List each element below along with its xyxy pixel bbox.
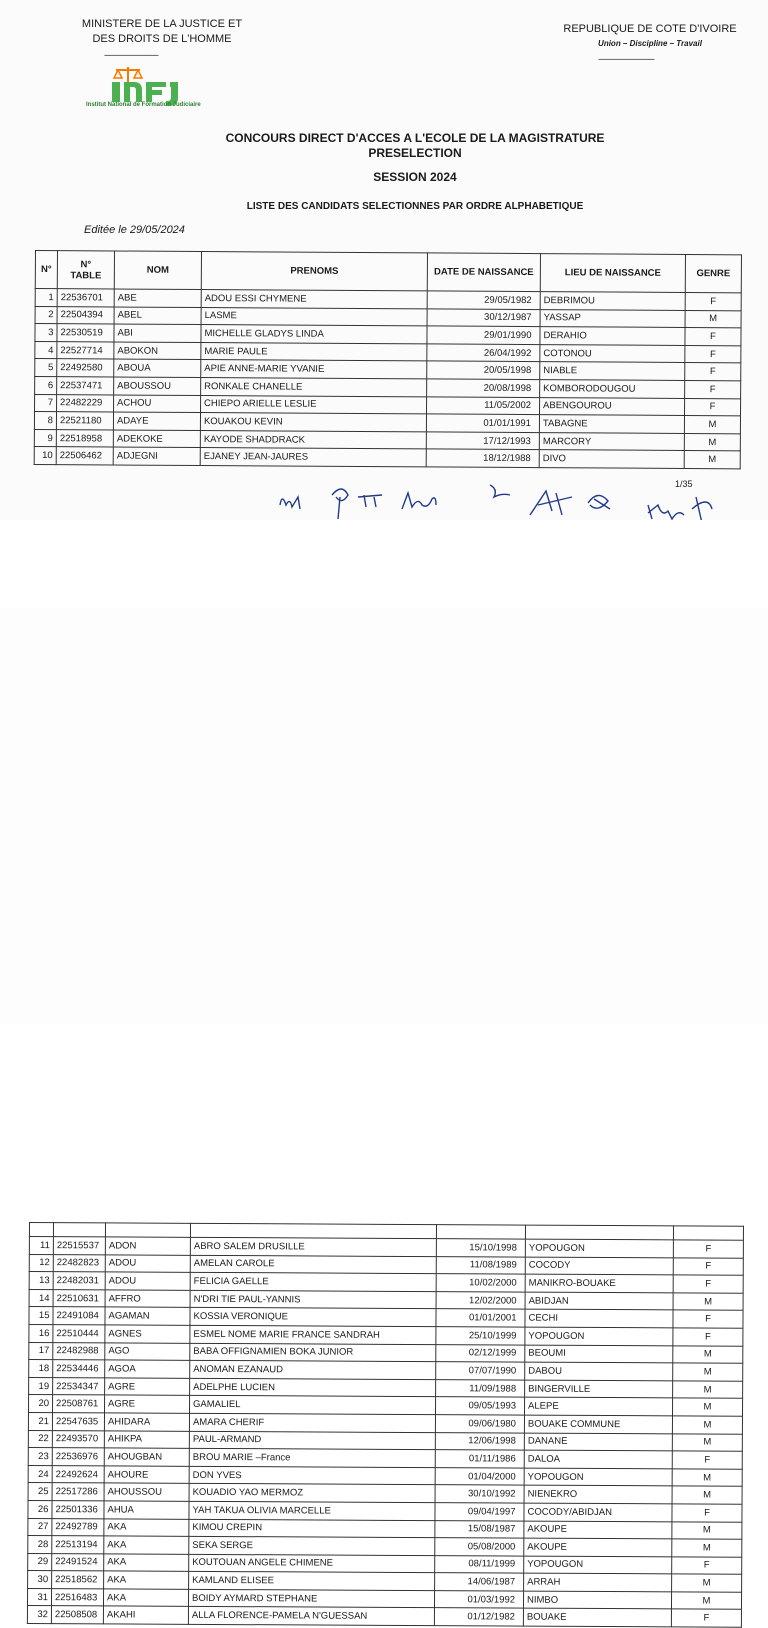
gender: M [672,1433,742,1451]
birth-date: 29/05/1982 [427,291,540,309]
session-title: SESSION 2024 [373,170,457,184]
row-number: 29 [28,1553,52,1571]
birth-date: 09/04/1997 [435,1503,524,1521]
logo-caption: Institut National de Formation Judiciaire [86,102,201,108]
table-number: 22491084 [53,1307,105,1325]
birth-date: 10/02/2000 [436,1274,525,1292]
last-name: ABOUSSOU [114,377,201,395]
birth-place: KOMBORODOUGOU [540,380,685,398]
last-name: ADJEGNI [113,447,200,465]
gender: M [673,1345,743,1363]
last-name: ACHOU [114,395,201,413]
first-names: KOUAKOU KEVIN [200,413,426,432]
last-name: AKA [103,1589,188,1607]
gender: F [672,1451,742,1469]
birth-place: NIABLE [540,362,685,380]
ministry-title [62,17,262,47]
gender: M [672,1574,742,1592]
row-number: 8 [34,412,56,430]
first-names: CHIEPO ARIELLE LESLIE [201,395,427,414]
gender: F [673,1310,743,1328]
last-name: AFFRO [105,1290,190,1308]
table-number: 22482988 [53,1342,105,1360]
republic-separator: ---------------------------- [598,54,654,64]
birth-place: BEOUMI [525,1345,673,1363]
row-number: 11 [29,1237,53,1255]
gender: M [672,1398,742,1416]
table-row [34,447,740,469]
gender: M [672,1416,742,1434]
ministry-separator: --------------------------- [104,50,158,60]
birth-date: 09/05/1993 [435,1397,524,1415]
birth-date: 11/09/1988 [436,1379,525,1397]
preselection-title: PRESELECTION [368,146,462,160]
last-name: AKA [104,1536,189,1554]
table-number: 22534446 [53,1360,105,1378]
last-name: AKA [104,1554,189,1572]
first-names: KOUTOUAN ANGELE CHIMENE [189,1554,435,1573]
last-name: AHIDARA [104,1413,189,1431]
last-name: AGRE [105,1378,190,1396]
first-names: BABA OFFIGNAMIEN BOKA JUNIOR [190,1343,436,1362]
first-names: KAYODE SHADDRACK [200,430,426,449]
birth-date: 12/06/1998 [435,1432,524,1450]
col-genre: GENRE [685,254,741,292]
row-number: 28 [28,1536,52,1554]
table-number: 22508761 [53,1395,105,1413]
birth-date: 30/10/1992 [435,1485,524,1503]
republic-title: REPUBLIQUE DE COTE D'IVOIRE [563,23,737,35]
last-name: AHOURE [104,1466,189,1484]
list-title: LISTE DES CANDIDATS SELECTIONNES PAR ORDRE ALPHABETIQUE [246,201,584,212]
last-name: ABI [114,324,201,342]
birth-date: 01/01/2001 [436,1309,525,1327]
ministry-line-2: DES DROITS DE L'HOMME [92,33,232,45]
table-number: 22518562 [52,1571,104,1589]
gender: F [672,1504,742,1522]
first-names: FELICIA GAELLE [190,1273,436,1292]
row-number: 24 [28,1465,52,1483]
first-names: LASME [201,307,427,326]
table-number: 22504394 [57,306,114,324]
candidates-table-page-1 [34,250,742,469]
first-names: PAUL-ARMAND [189,1431,435,1450]
first-names: YAH TAKUA OLIVIA MARCELLE [189,1501,435,1520]
first-names: ADELPHE LUCIEN [190,1378,436,1397]
table-number: 22513194 [52,1536,104,1554]
birth-place: MARCORY [539,432,684,450]
last-name: AHIKPA [104,1430,189,1448]
birth-date: 01/12/1982 [434,1608,523,1626]
row-number: 20 [29,1395,53,1413]
gender: F [685,345,741,363]
gender: M [684,433,740,451]
last-name: AKAHI [103,1606,188,1624]
birth-place: ARRAH [524,1573,672,1591]
birth-place: DANANE [524,1433,672,1451]
birth-date: 25/10/1999 [436,1327,525,1345]
col-table: N° TABLE [57,251,114,289]
row-number: 12 [29,1254,53,1272]
birth-place: DEBRIMOU [540,292,685,310]
edit-date: Editée le 29/05/2024 [84,224,185,236]
last-name: ADEKOKE [113,430,200,448]
birth-date: 15/10/1998 [436,1239,525,1257]
row-number: 19 [29,1377,53,1395]
row-number: 25 [28,1483,52,1501]
birth-date: 14/06/1987 [435,1573,524,1591]
birth-date: 01/03/1992 [434,1591,523,1609]
last-name: AGOA [105,1360,190,1378]
gender: M [672,1469,742,1487]
table-number: 22482229 [57,394,114,412]
table-number: 22536701 [57,289,114,307]
last-name: AHOUSSOU [104,1483,189,1501]
table-number: 22510631 [53,1289,105,1307]
first-names: DON YVES [189,1466,435,1485]
row-number: 27 [28,1518,52,1536]
birth-date: 01/11/1986 [435,1450,524,1468]
table-number: 22492624 [52,1465,104,1483]
birth-place: DERAHIO [540,327,685,345]
birth-place: YASSAP [540,309,685,327]
table-number: 22536976 [52,1448,104,1466]
last-name: AHOUGBAN [104,1448,189,1466]
table-number: 22537471 [57,377,114,395]
birth-date: 20/08/1998 [427,379,540,397]
gender: F [673,1257,743,1275]
row-number: 26 [28,1500,52,1518]
birth-place: COCODY [525,1257,673,1275]
birth-date: 11/05/2002 [427,396,540,414]
birth-place: DIVO [539,450,684,468]
table-number: 22515537 [53,1237,105,1255]
birth-date: 29/01/1990 [427,326,540,344]
table-number: 22510444 [53,1325,105,1343]
document-page-1 [0,0,768,520]
table-number: 22516483 [51,1588,103,1606]
birth-place: NIENEKRO [524,1485,672,1503]
ministry-line-1: MINISTERE DE LA JUSTICE ET [81,18,243,30]
first-names: ANOMAN EZANAUD [190,1361,436,1380]
birth-date: 30/12/1987 [427,308,540,326]
table-number: 22527714 [57,341,114,359]
col-nom: NOM [114,251,201,290]
col-dob: DATE DE NAISSANCE [427,253,540,292]
birth-place: YOPOUGON [525,1239,673,1257]
first-names: KOUADIO YAO MERMOZ [189,1484,435,1503]
first-names: SEKA SERGE [189,1536,435,1555]
col-pob: LIEU DE NAISSANCE [540,254,685,293]
birth-place: CECHI [525,1309,673,1327]
table-number: 22506462 [56,447,113,465]
first-names: MICHELLE GLADYS LINDA [201,325,427,344]
table-header-row [35,251,741,293]
birth-place: ABIDJAN [525,1292,673,1310]
first-names: EJANEY JEAN-JAURES [200,448,426,467]
row-number: 30 [28,1571,52,1589]
last-name: AGRE [105,1395,190,1413]
row-number: 3 [35,324,57,342]
birth-date: 17/12/1993 [426,432,539,450]
birth-place: BOUAKE COMMUNE [524,1415,672,1433]
table-number: 22534347 [53,1377,105,1395]
table-number: 22530519 [57,324,114,342]
birth-place: ALEPE [524,1397,672,1415]
gender: M [673,1381,743,1399]
last-name: ADAYE [113,412,200,430]
birth-place: ABENGOUROU [540,397,685,415]
birth-place: BOUAKE [523,1609,671,1627]
row-number: 31 [27,1588,51,1606]
birth-place: MANIKRO-BOUAKE [525,1274,673,1292]
first-names: APIE ANNE-MARIE YVANIE [201,360,427,379]
birth-date: 02/12/1999 [436,1344,525,1362]
table-number: 22482031 [53,1272,105,1290]
last-name: AKA [104,1571,189,1589]
first-names: ABRO SALEM DRUSILLE [190,1237,436,1256]
birth-date: 18/12/1988 [426,449,539,467]
gender: F [673,1240,743,1258]
gender: M [673,1363,743,1381]
table-number: 22492580 [57,359,114,377]
table-number: 22482823 [53,1254,105,1272]
row-number: 5 [35,359,57,377]
birth-place: YOPOUGON [524,1468,672,1486]
birth-date: 08/11/1999 [435,1555,524,1573]
last-name: ADOU [105,1272,190,1290]
birth-date: 20/05/1998 [427,361,540,379]
gender: F [672,1557,742,1575]
birth-place: AKOUPE [524,1521,672,1539]
first-names: ADOU ESSI CHYMENE [201,290,427,309]
gender: F [685,328,741,346]
table-number: 22518958 [56,429,113,447]
page-gap [0,520,768,608]
contest-title: CONCOURS DIRECT D'ACCES A L'ECOLE DE LA MAGISTRATURE [225,131,605,145]
table-number: 22508508 [51,1606,103,1624]
gender: F [671,1609,741,1627]
row-number: 14 [29,1289,53,1307]
page-number: 1/35 [675,479,693,489]
gender: M [684,451,740,469]
row-number: 4 [35,341,57,359]
last-name: AGO [105,1342,190,1360]
birth-date: 01/04/2000 [435,1467,524,1485]
birth-date: 05/08/2000 [435,1538,524,1556]
row-number: 10 [34,447,56,465]
gender: M [684,416,740,434]
first-names: GAMALIEL [190,1396,436,1415]
row-number: 16 [29,1324,53,1342]
birth-date: 12/02/2000 [436,1291,525,1309]
signatures-icon [272,475,732,525]
last-name: ABOUA [114,359,201,377]
birth-place: COTONOU [540,344,685,362]
gender: F [673,1328,743,1346]
table-number: 22517286 [52,1483,104,1501]
birth-place: AKOUPE [524,1538,672,1556]
table-number: 22492789 [52,1518,104,1536]
table-number: 22547635 [52,1413,104,1431]
gender: M [672,1486,742,1504]
col-prenoms: PRENOMS [201,252,427,291]
birth-place: TABAGNE [539,415,684,433]
first-names: AMELAN CAROLE [190,1255,436,1274]
candidates-table-page-2 [27,1222,744,1628]
last-name: ABEL [114,307,201,325]
gender: M [673,1293,743,1311]
document-page-2 [0,608,768,1624]
infj-logo-icon [100,62,190,106]
row-number: 21 [28,1412,52,1430]
birth-place: NIMBO [523,1591,671,1609]
last-name: ABOKON [114,342,201,360]
table-row [27,1606,741,1627]
row-number: 6 [35,376,57,394]
first-names: N'DRI TIE PAUL-YANNIS [190,1290,436,1309]
table-number: 22501336 [52,1501,104,1519]
last-name: AGNES [105,1325,190,1343]
last-name: AHUA [104,1501,189,1519]
gender: F [685,380,741,398]
birth-place: DABOU [525,1362,673,1380]
first-names: AMARA CHERIF [189,1413,435,1432]
row-number: 17 [29,1342,53,1360]
row-number: 23 [28,1448,52,1466]
first-names: ESMEL NOME MARIE FRANCE SANDRAH [190,1325,436,1344]
first-names: KOSSIA VERONIQUE [190,1308,436,1327]
gender: F [673,1275,743,1293]
birth-place: YOPOUGON [525,1327,673,1345]
birth-place: DALOA [524,1450,672,1468]
row-number: 32 [27,1606,51,1624]
last-name: AKA [104,1518,189,1536]
birth-place: COCODY/ABIDJAN [524,1503,672,1521]
first-names: KAMLAND ELISEE [189,1572,435,1591]
row-number: 13 [29,1272,53,1290]
last-name: AGAMAN [105,1307,190,1325]
birth-date: 11/08/1989 [436,1256,525,1274]
first-names: BOIDY AYMARD STEPHANE [188,1589,434,1608]
gender: M [672,1521,742,1539]
table-body-page-1 [34,289,741,469]
first-names: BROU MARIE –France [189,1448,435,1467]
republic-motto: Union – Discipline – Travail [598,39,702,48]
first-names: KIMOU CREPIN [189,1519,435,1538]
row-number: 18 [29,1360,53,1378]
table-number: 22491524 [52,1553,104,1571]
row-number: 9 [34,429,56,447]
birth-place: BINGERVILLE [525,1380,673,1398]
birth-date: 01/01/1991 [426,414,539,432]
last-name: ABE [114,289,201,307]
col-no: N° [35,251,57,289]
first-names: RONKALE CHANELLE [201,377,427,396]
row-number: 22 [28,1430,52,1448]
row-number: 15 [29,1307,53,1325]
last-name: ADOU [105,1254,190,1272]
birth-date: 09/06/1980 [435,1415,524,1433]
birth-place: YOPOUGON [524,1556,672,1574]
table-number: 22493570 [52,1430,104,1448]
last-name: ADON [105,1237,190,1255]
row-number: 7 [35,394,57,412]
row-number: 1 [35,289,57,307]
birth-date: 26/04/1992 [427,344,540,362]
first-names: MARIE PAULE [201,342,427,361]
table-number: 22521180 [56,412,113,430]
table-body-page-2 [27,1223,743,1628]
row-number: 2 [35,306,57,324]
birth-date: 07/07/1990 [436,1362,525,1380]
gender: F [685,398,741,416]
gender: M [672,1539,742,1557]
first-names: ALLA FLORENCE-PAMELA N'GUESSAN [188,1607,434,1626]
gender: M [685,310,741,328]
gender: M [671,1592,741,1610]
gender: F [685,363,741,381]
birth-date: 15/08/1987 [435,1520,524,1538]
gender: F [685,292,741,310]
